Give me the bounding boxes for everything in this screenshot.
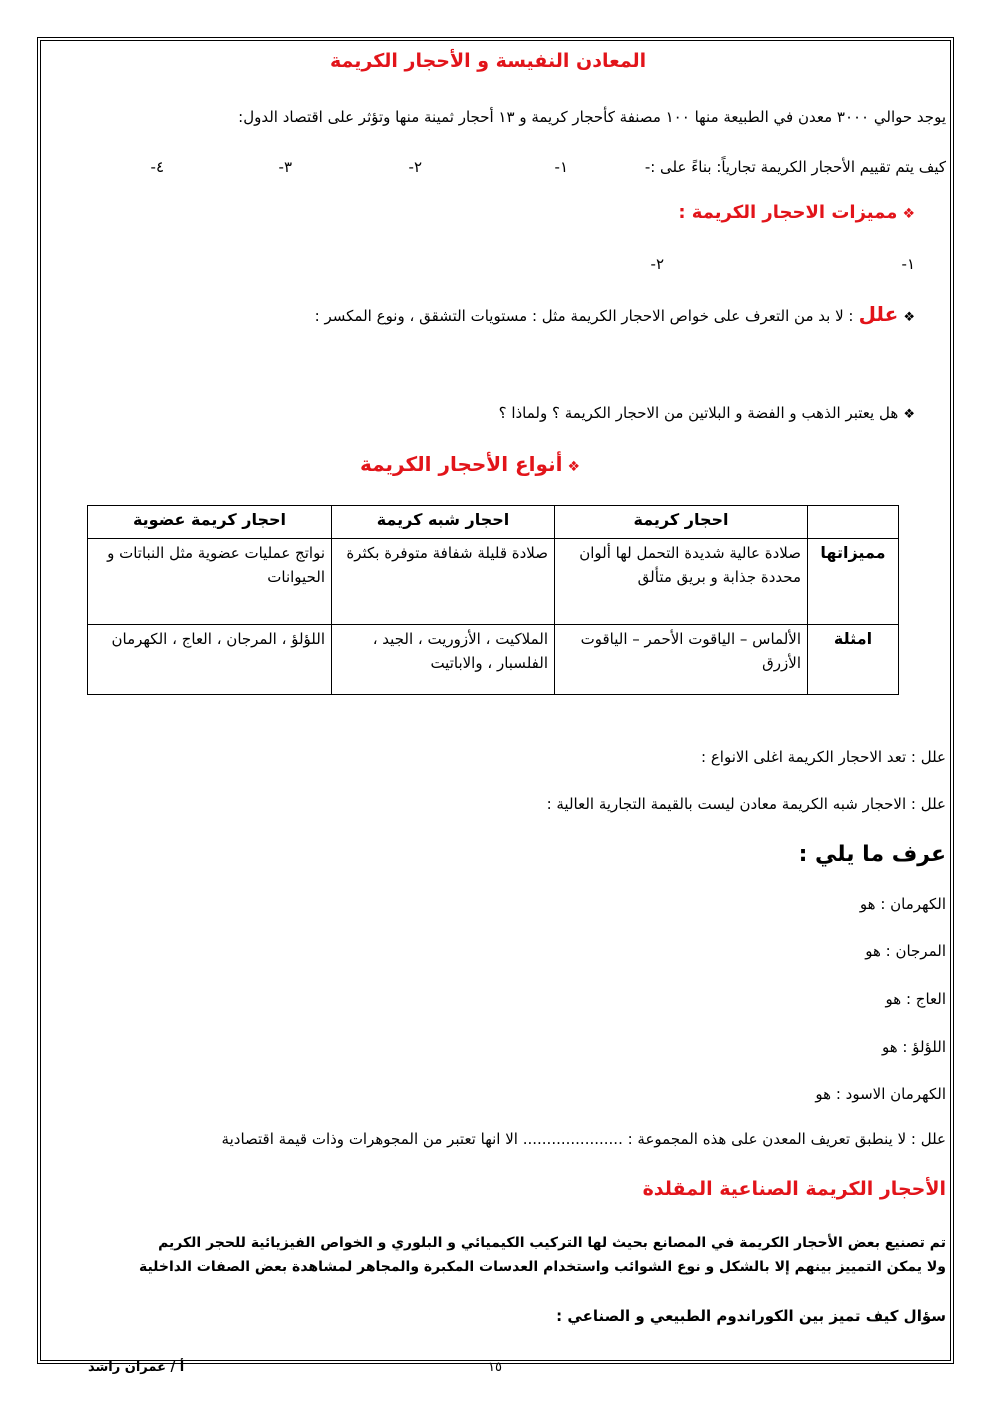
- reason-label: علل: [858, 302, 899, 326]
- reason-line: علل : تعد الاحجار الكريمة اغلى الانواع :: [701, 748, 946, 766]
- reason-text: : لا بد من التعرف على خواص الاحجار الكريمة مثل : مستويات التشقق ، ونوع المكسر :: [314, 307, 854, 325]
- table-corner-cell: [808, 506, 899, 539]
- synthetic-line-1: تم تصنيع بعض الأحجار الكريمة في المصانع بحيث لها التركيب الكيميائي و البلوري و الخواص الفيزيائية للحجر الكريم: [158, 1235, 946, 1251]
- diamond-bullet-icon: ❖: [903, 310, 915, 325]
- row-label: مميزاتها: [808, 539, 899, 625]
- diamond-bullet-icon: ❖: [903, 407, 915, 422]
- table-cell: الألماس – الياقوت الأحمر – الياقوت الأزرق: [555, 625, 808, 695]
- table-row: [88, 625, 899, 695]
- synthetic-question: سؤال كيف تميز بين الكوراندوم الطبيعي و الصناعي :: [556, 1307, 946, 1325]
- author-name: أ / عمران راشد: [88, 1360, 185, 1375]
- valuation-item-1: ١-: [554, 158, 568, 176]
- define-item: اللؤلؤ : هو: [881, 1038, 946, 1056]
- valuation-item-4: ٤-: [150, 158, 164, 176]
- page-number: ١٥: [488, 1360, 502, 1375]
- table-header: احجار شبه كريمة: [332, 506, 555, 539]
- valuation-question: كيف يتم تقييم الأحجار الكريمة تجارياً: بناءً على :-: [644, 158, 946, 176]
- reason-line: علل : لا ينطبق تعريف المعدن على هذه المجموعة : ..................... الا انها تعتبر من المجوهرات وذات قيمة اقتصادية: [221, 1130, 946, 1148]
- reason-line: علل : الاحجار شبه الكريمة معادن ليست بالقيمة التجارية العالية :: [546, 795, 946, 813]
- define-item: الكهرمان : هو: [859, 895, 946, 913]
- gem-types-table: [87, 505, 899, 695]
- feature-item-1: ١-: [901, 255, 915, 273]
- row-label: امثلة: [808, 625, 899, 695]
- define-item: المرجان : هو: [865, 942, 946, 960]
- define-heading: عرف ما يلي :: [798, 842, 946, 867]
- reason-row: [315, 302, 915, 326]
- features-heading: مميزات الاحجار الكريمة :: [678, 202, 898, 223]
- types-heading-row: [360, 452, 580, 476]
- define-item: الكهرمان الاسود : هو: [815, 1085, 946, 1103]
- valuation-item-2: ٢-: [408, 158, 422, 176]
- types-heading: أنواع الأحجار الكريمة: [360, 452, 563, 476]
- diamond-bullet-icon: ❖: [567, 459, 581, 475]
- intro-text: يوجد حوالي ٣٠٠٠ معدن في الطبيعة منها ١٠٠ مصنفة كأحجار كريمة و ١٣ أحجار ثمينة منها وتؤثر على اقتصاد الدول:: [238, 108, 946, 126]
- table-cell: الملاكيت ، الأزوريت ، الجيد ، الفلسبار ، والاباتيت: [332, 625, 555, 695]
- table-cell: اللؤلؤ ، المرجان ، العاج ، الكهرمان: [88, 625, 332, 695]
- page-title: المعادن النفيسة و الأحجار الكريمة: [330, 50, 647, 72]
- feature-item-2: ٢-: [650, 255, 664, 273]
- table-header: احجار كريمة: [555, 506, 808, 539]
- diamond-bullet-icon: ❖: [902, 206, 915, 222]
- synthetic-line-2: ولا يمكن التمييز بينهم إلا بالشكل و نوع الشوائب واستخدام العدسات المكبرة والمجاهر لمشاهدة بعض الصفات الداخلية: [138, 1259, 946, 1275]
- valuation-item-3: ٣-: [278, 158, 292, 176]
- table-cell: صلادة عالية شديدة التحمل لها ألوان محددة جذابة و بريق متألق: [555, 539, 808, 625]
- page-border: [40, 40, 951, 1361]
- table-header-row: [88, 506, 899, 539]
- table-cell: صلادة قليلة شفافة متوفرة بكثرة: [332, 539, 555, 625]
- table-row: [88, 539, 899, 625]
- synthetic-heading: الأحجار الكريمة الصناعية المقلدة: [642, 1178, 946, 1200]
- gold-question: هل يعتبر الذهب و الفضة و البلاتين من الاحجار الكريمة ؟ ولماذا ؟: [498, 404, 899, 422]
- table-cell: نواتج عمليات عضوية مثل النباتات و الحيوانات: [88, 539, 332, 625]
- gold-question-row: [499, 403, 915, 422]
- table-header: احجار كريمة عضوية: [88, 506, 332, 539]
- define-item: العاج : هو: [885, 990, 946, 1008]
- features-heading-row: [678, 202, 915, 223]
